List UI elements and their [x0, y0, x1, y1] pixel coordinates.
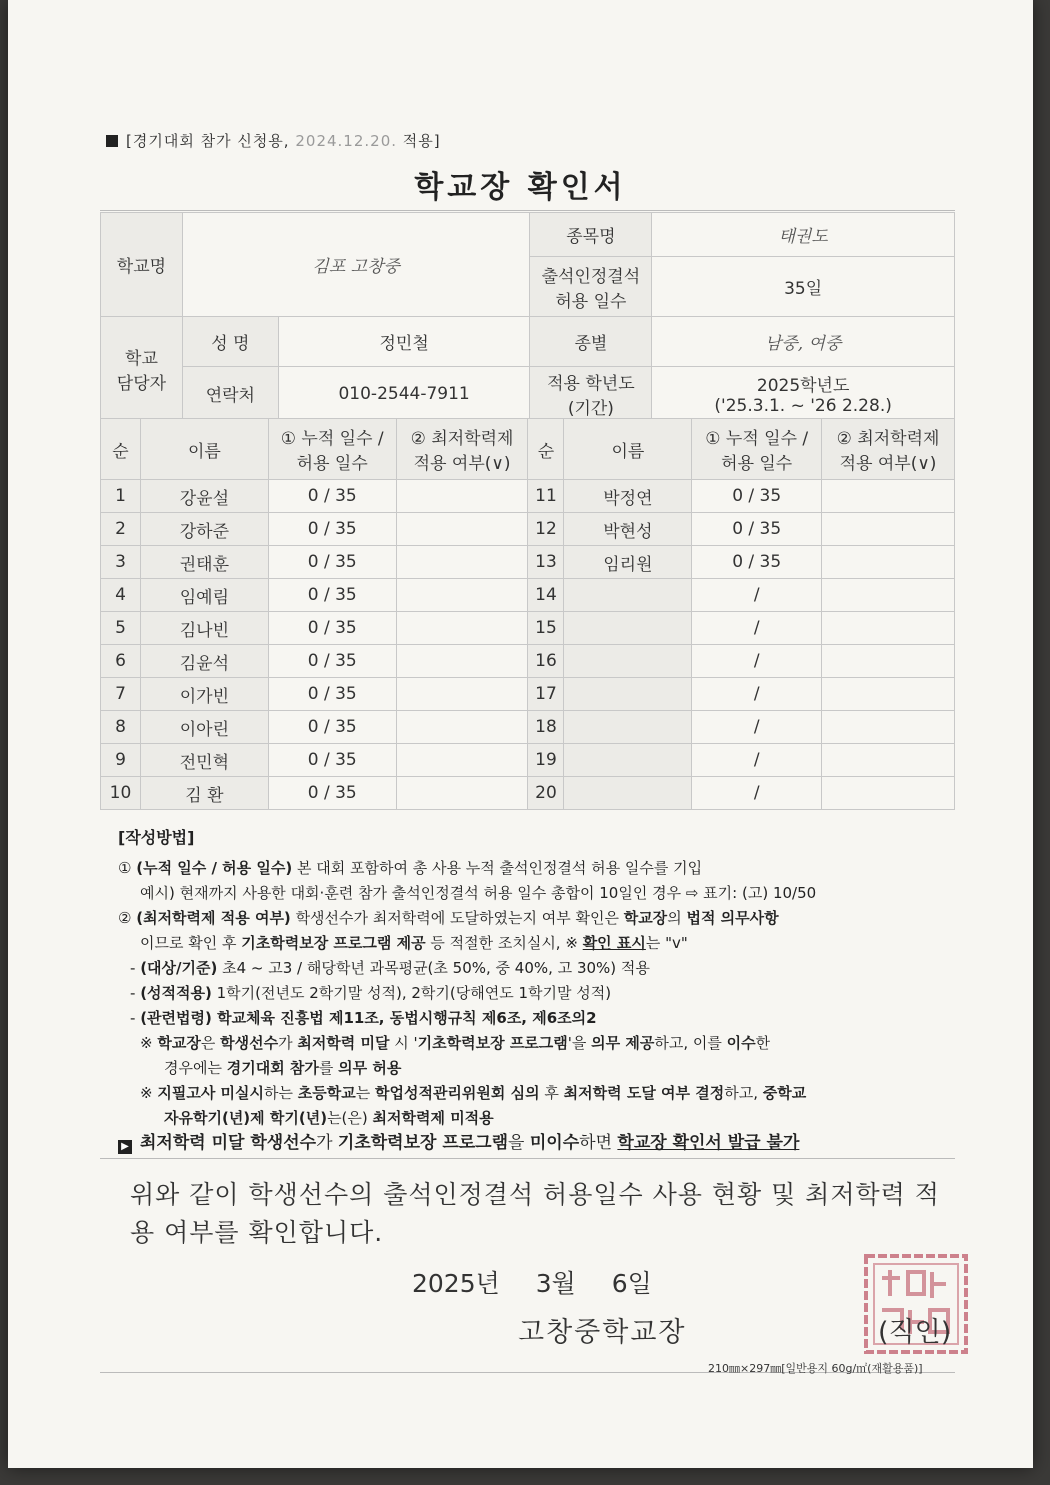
row-number: 3 — [101, 546, 141, 579]
days-used: 0 / 35 — [268, 546, 396, 579]
col-days-header-right-line1: ① 누적 일수 / — [705, 429, 809, 449]
i11a: 자유학기(년)제 학기(년) — [164, 1109, 328, 1127]
student-name — [564, 645, 692, 678]
student-name: 강윤설 — [140, 480, 268, 513]
col-no-header: 순 — [101, 419, 141, 480]
instr-text-1: 본 대회 포함하여 총 사용 누적 출석인정결석 허용 일수를 기입 — [292, 859, 703, 877]
instruction-line-9 — [118, 1056, 958, 1081]
i11c: 최저학력제 미적용 — [372, 1109, 494, 1127]
student-name: 박정연 — [564, 480, 692, 513]
min-academic-check — [396, 777, 528, 810]
min-academic-check — [822, 744, 955, 777]
document-title: 학교장 확인서 — [414, 170, 627, 205]
days-used: 0 / 35 — [268, 579, 396, 612]
header-note-date: 2024.12.20. — [295, 132, 398, 150]
min-academic-check — [396, 678, 528, 711]
min-academic-check — [822, 612, 955, 645]
days-used: / — [692, 579, 822, 612]
i8h: 기초학력보장 프로그램 — [417, 1034, 568, 1052]
instruction-line-7 — [118, 1006, 958, 1031]
row-number: 20 — [528, 777, 564, 810]
instr-law: (관련법령) — [140, 1009, 212, 1027]
instr-text-4c: 는 "v" — [645, 934, 688, 952]
confirmation-text: 위와 같이 학생선수의 출석인정결석 허용일수 사용 현황 및 최저학력 적용 여부를 확인합니다. — [130, 1180, 940, 1247]
min-academic-check — [396, 513, 528, 546]
name-label: 성 명 — [182, 317, 278, 367]
instr-text-7: 학교체육 진흥법 제11조, 동법시행규칙 제6조, 제6조의2 — [211, 1009, 597, 1027]
roster-body — [101, 419, 955, 810]
header-note-suffix: 적용] — [402, 132, 441, 150]
i8i: '을 — [567, 1034, 592, 1052]
student-name: 권태훈 — [140, 546, 268, 579]
row-number: 5 — [101, 612, 141, 645]
table-row — [101, 513, 955, 546]
circle-two-marker: ② — [118, 909, 137, 927]
year-label — [530, 367, 652, 421]
table-row — [101, 678, 955, 711]
circle-one-marker: ① — [118, 859, 137, 877]
row-number: 2 — [101, 513, 141, 546]
days-used: / — [692, 777, 822, 810]
min-academic-check — [396, 645, 528, 678]
row-number: 11 — [528, 480, 564, 513]
dash-5: - — [130, 959, 141, 977]
contact-value: 010-2544-7911 — [278, 367, 530, 421]
fw-c: 기초학력보장 프로그램 — [337, 1133, 509, 1153]
table-row — [101, 777, 955, 810]
row-number: 18 — [528, 711, 564, 744]
i9c: 를 — [318, 1059, 339, 1077]
instruction-line-6 — [118, 981, 958, 1006]
student-name — [564, 678, 692, 711]
min-academic-check — [822, 678, 955, 711]
min-academic-check — [396, 612, 528, 645]
days-used: / — [692, 744, 822, 777]
col-min-header-right — [822, 419, 955, 480]
signer-name: 고창중학교장 — [518, 1317, 687, 1348]
year-label-line2: (기간) — [567, 398, 614, 419]
row-number: 13 — [528, 546, 564, 579]
min-academic-check — [396, 546, 528, 579]
i10f: 학업성적관리위원회 심의 — [374, 1084, 540, 1102]
student-name: 임예림 — [140, 579, 268, 612]
instructions-section — [118, 825, 958, 1156]
table-row — [101, 546, 955, 579]
info-table — [100, 212, 955, 421]
allowed-days-label-line1: 출석인정결석 — [541, 266, 641, 287]
instr-principal: 학교장 — [623, 909, 668, 927]
manager-name-value: 정민철 — [278, 317, 530, 367]
table-row — [101, 612, 955, 645]
days-used: 0 / 35 — [268, 711, 396, 744]
col-name-header: 이름 — [140, 419, 268, 480]
min-academic-check — [822, 711, 955, 744]
table-row — [101, 480, 955, 513]
row-number: 17 — [528, 678, 564, 711]
col-no-header-right: 순 — [528, 419, 564, 480]
col-min-header-line1: ② 최저학력제 — [410, 429, 514, 449]
row-number: 15 — [528, 612, 564, 645]
days-used: 0 / 35 — [268, 480, 396, 513]
instr-text-5: 초4 ~ 고3 / 해당학년 과목평균(초 50%, 중 40%, 고 30%) 적용 — [217, 959, 650, 977]
i8m: 한 — [755, 1034, 771, 1052]
sport-label: 종목명 — [530, 213, 652, 257]
row-number: 1 — [101, 480, 141, 513]
arrow-box-icon: ▶ — [118, 1140, 132, 1154]
instr-term-minimum: (최저학력제 적용 여부) — [136, 909, 291, 927]
min-academic-check — [396, 744, 528, 777]
year-value-line2: ('25.3.1. ~ '26 2.28.) — [714, 396, 892, 416]
instr-term-cumulative: (누적 일수 / 허용 일수) — [136, 859, 293, 877]
row-number: 8 — [101, 711, 141, 744]
note-mark-8: ※ — [140, 1034, 158, 1052]
title-divider — [100, 210, 955, 211]
instruction-line-2: 예시) 현재까지 사용한 대회·훈련 참가 출석인정결석 허용 일수 총합이 10일인 경우 ⇨ 표기: (고) 10/50 — [140, 884, 817, 902]
instruction-line-3 — [118, 906, 958, 931]
i8d: 학생선수 — [220, 1034, 279, 1052]
student-name — [564, 744, 692, 777]
i8b: 학교장 — [157, 1034, 201, 1052]
fw-d: 을 — [508, 1133, 530, 1153]
col-name-header-right: 이름 — [564, 419, 692, 480]
instruction-line-11 — [118, 1106, 958, 1131]
row-number: 12 — [528, 513, 564, 546]
instruction-line-5 — [118, 956, 958, 981]
days-used: 0 / 35 — [268, 678, 396, 711]
table-row — [101, 744, 955, 777]
instr-target: (대상/기준) — [140, 959, 218, 977]
student-name: 이아린 — [140, 711, 268, 744]
instr-text-4b: 등 적절한 조치실시, ※ — [425, 934, 583, 952]
confirmation-date: 2025년 3월 6일 — [412, 1269, 652, 1298]
manager-label-line2: 담당자 — [116, 373, 167, 394]
i10i: 하고, — [724, 1084, 763, 1102]
days-used: 0 / 35 — [268, 513, 396, 546]
col-min-header-right-line1: ② 최저학력제 — [836, 429, 940, 449]
header-note-prefix: [경기대회 참가 신청용, — [126, 132, 290, 150]
student-name: 김윤석 — [140, 645, 268, 678]
table-row — [101, 645, 955, 678]
i8k: 하고, 이를 — [654, 1034, 727, 1052]
student-name: 강하준 — [140, 513, 268, 546]
row-number: 14 — [528, 579, 564, 612]
student-name: 전민혁 — [140, 744, 268, 777]
col-days-header-line1: ① 누적 일수 / — [280, 429, 384, 449]
note-mark-10: ※ — [140, 1084, 158, 1102]
days-used: / — [692, 612, 822, 645]
i10e: 는 — [355, 1084, 375, 1102]
contact-label: 연락처 — [182, 367, 278, 421]
allowed-days-value: 35일 — [652, 257, 955, 317]
i8g: 시 ' — [389, 1034, 418, 1052]
student-name: 김 환 — [140, 777, 268, 810]
i10c: 하는 — [264, 1084, 298, 1102]
min-academic-check — [822, 777, 955, 810]
col-days-header-right — [692, 419, 822, 480]
fw-a: 최저학력 미달 학생선수 — [140, 1133, 317, 1153]
dash-7: - — [130, 1009, 141, 1027]
manager-label-line1: 학교 — [125, 348, 158, 369]
days-used: / — [692, 711, 822, 744]
days-used: 0 / 35 — [268, 645, 396, 678]
days-used: 0 / 35 — [268, 744, 396, 777]
instr-check-mark: 확인 표시 — [582, 934, 646, 952]
student-name — [564, 612, 692, 645]
final-warning — [118, 1131, 958, 1156]
row-number: 10 — [101, 777, 141, 810]
student-name: 이가빈 — [140, 678, 268, 711]
table-row — [101, 711, 955, 744]
fw-f: 하면 — [579, 1133, 618, 1153]
instr-text-6: 1학기(전년도 2학기말 성적), 2학기(당해연도 1학기말 성적) — [211, 984, 612, 1002]
col-min-header — [396, 419, 528, 480]
fw-b: 가 — [316, 1133, 338, 1153]
allowed-days-label — [530, 257, 652, 317]
instr-program: 기초학력보장 프로그램 제공 — [241, 934, 426, 952]
min-academic-check — [822, 513, 955, 546]
student-name: 박현성 — [564, 513, 692, 546]
row-number: 9 — [101, 744, 141, 777]
fw-g: 학교장 확인서 발급 불가 — [617, 1133, 800, 1153]
student-name — [564, 711, 692, 744]
instr-legal-duty: 법적 의무사항 — [686, 909, 779, 927]
year-value — [652, 367, 955, 421]
instruction-line-8 — [118, 1031, 958, 1056]
manager-label — [101, 317, 183, 421]
i9d: 의무 허용 — [338, 1059, 402, 1077]
row-number: 4 — [101, 579, 141, 612]
square-bullet-icon — [106, 135, 118, 147]
row-number: 7 — [101, 678, 141, 711]
instr-text-4: 이므로 확인 후 — [140, 934, 242, 952]
days-used: / — [692, 678, 822, 711]
document-page — [8, 0, 1033, 1468]
col-min-header-line2: 적용 여부(∨) — [413, 454, 511, 474]
i9b: 경기대회 참가 — [226, 1059, 319, 1077]
min-academic-check — [822, 546, 955, 579]
i10g: 후 — [539, 1084, 564, 1102]
i11b: 는(은) — [327, 1109, 373, 1127]
col-days-header-line2: 허용 일수 — [296, 454, 368, 474]
min-academic-check — [822, 645, 955, 678]
paper-spec: 210㎜×297㎜[일반용지 60g/㎡(재활용품)] — [708, 1362, 923, 1375]
gender-label: 종별 — [530, 317, 652, 367]
sport-value: 태권도 — [652, 213, 955, 257]
dash-6: - — [130, 984, 141, 1002]
year-label-line1: 적용 학년도 — [547, 373, 635, 394]
student-name: 임리원 — [564, 546, 692, 579]
instr-text-3: 학생선수가 최저학력에 도달하였는지 여부 확인은 — [290, 909, 624, 927]
student-name — [564, 579, 692, 612]
school-value: 김포 고창중 — [182, 213, 530, 317]
i8e: 가 — [278, 1034, 298, 1052]
header-note — [106, 130, 441, 151]
year-value-line1: 2025학년도 — [756, 376, 850, 396]
days-used: 0 / 35 — [268, 612, 396, 645]
col-days-header-right-line2: 허용 일수 — [721, 454, 793, 474]
instr-text-3b: 의 — [667, 909, 687, 927]
row-number: 16 — [528, 645, 564, 678]
i10b: 지필고사 미실시 — [157, 1084, 264, 1102]
instr-grade-apply: (성적적용) — [140, 984, 212, 1002]
i8f: 최저학력 미달 — [297, 1034, 390, 1052]
instruction-line-10 — [118, 1081, 958, 1106]
min-academic-check — [396, 480, 528, 513]
min-academic-check — [822, 480, 955, 513]
allowed-days-label-line2: 허용 일수 — [555, 291, 627, 312]
confirm-divider — [100, 1158, 955, 1159]
school-label: 학교명 — [101, 213, 183, 317]
i10j: 중학교 — [762, 1084, 807, 1102]
i10d: 초등학교 — [297, 1084, 356, 1102]
fw-e: 미이수 — [529, 1133, 580, 1153]
days-used: 0 / 35 — [692, 546, 822, 579]
min-academic-check — [822, 579, 955, 612]
seal-label: (직인) — [878, 1317, 952, 1348]
student-name — [564, 777, 692, 810]
i9a: 경우에는 — [164, 1059, 227, 1077]
days-used: / — [692, 645, 822, 678]
i8j: 의무 제공 — [591, 1034, 655, 1052]
col-min-header-right-line2: 적용 여부(∨) — [839, 454, 937, 474]
instruction-line-1 — [118, 856, 958, 881]
instruction-line-4 — [118, 931, 958, 956]
days-used: 0 / 35 — [692, 513, 822, 546]
table-row — [101, 579, 955, 612]
col-days-header — [268, 419, 396, 480]
row-number: 19 — [528, 744, 564, 777]
min-academic-check — [396, 711, 528, 744]
student-roster-table — [100, 418, 955, 810]
student-name: 김나빈 — [140, 612, 268, 645]
i10h: 최저학력 도달 여부 결정 — [563, 1084, 725, 1102]
row-number: 6 — [101, 645, 141, 678]
min-academic-check — [396, 579, 528, 612]
days-used: 0 / 35 — [268, 777, 396, 810]
gender-value: 남중, 여중 — [652, 317, 955, 367]
i8l: 이수 — [726, 1034, 756, 1052]
i8c: 은 — [200, 1034, 221, 1052]
days-used: 0 / 35 — [692, 480, 822, 513]
instructions-title: [작성방법] — [118, 828, 195, 847]
